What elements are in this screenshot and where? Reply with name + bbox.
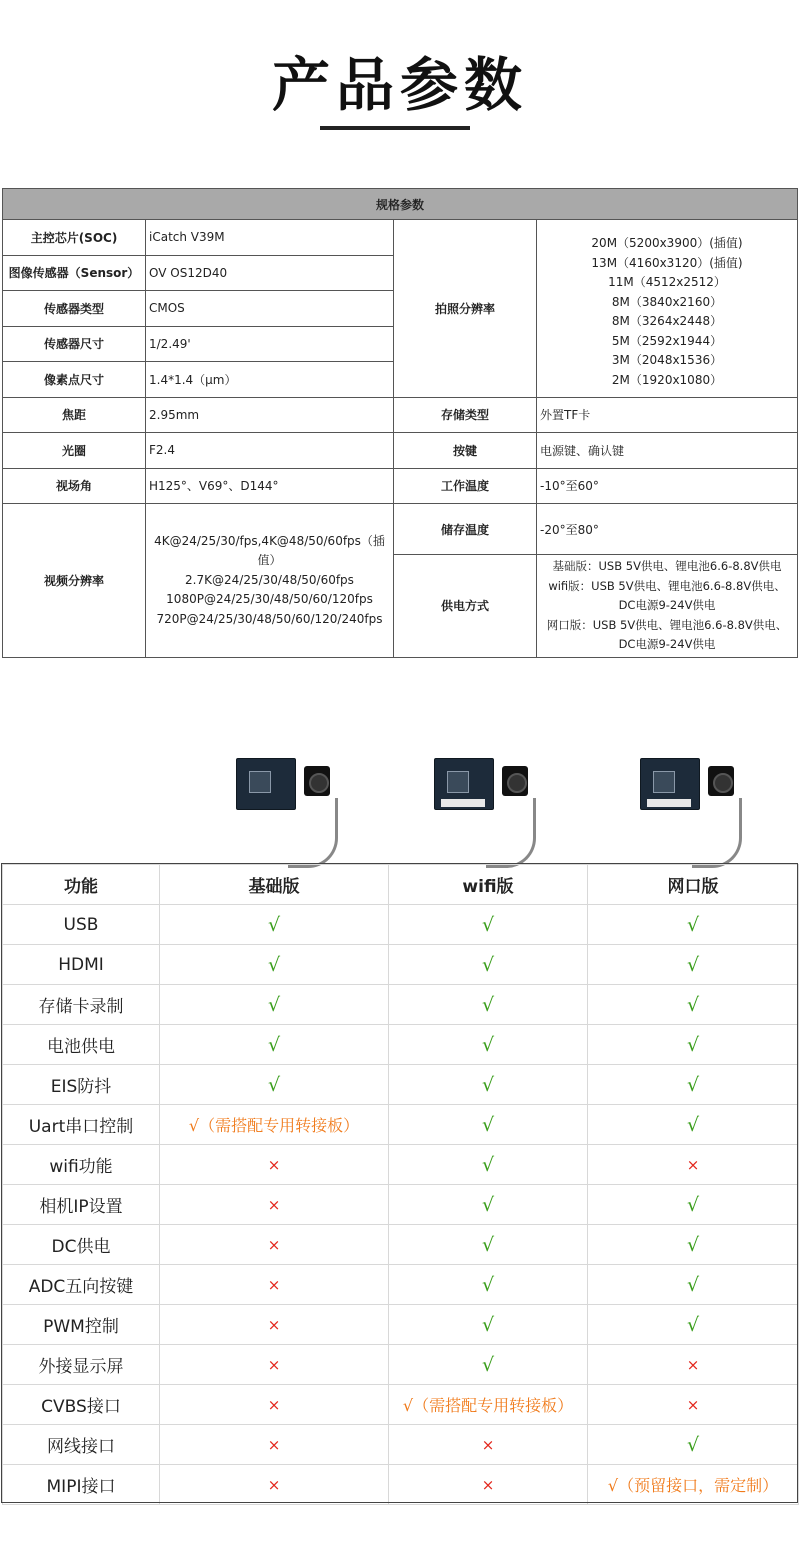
feature-name: wifi功能: [3, 1145, 160, 1185]
spec-label-photo: 拍照分辨率: [394, 220, 537, 398]
partial-support-cell: √（需搭配专用转接板）: [160, 1105, 389, 1145]
connector-shape: [441, 799, 485, 807]
check-icon: √: [389, 1305, 588, 1345]
spec-value-pixel-size: 1.4*1.4（μm）: [146, 362, 394, 398]
photo-res-item: 20M（5200x3900）(插值): [591, 236, 743, 251]
video-res-item: 4K@24/25/30/fps,4K@48/50/60fps（插值）: [154, 533, 385, 567]
power-item: 网口版：USB 5V供电、锂电池6.6-8.8V供电、: [546, 617, 788, 632]
check-icon: √: [588, 1265, 799, 1305]
feature-header: wifi版: [389, 865, 588, 905]
video-res-item: 1080P@24/25/30/48/50/60/120fps: [166, 592, 373, 606]
check-icon: √: [160, 905, 389, 945]
power-item: DC电源9-24V供电: [618, 637, 716, 651]
check-icon: √: [588, 945, 799, 985]
feature-row: [3, 1065, 799, 1105]
board-image-basic: [236, 728, 356, 868]
spec-label-video: 视频分辨率: [3, 504, 146, 658]
spec-value-sensor-size: 1/2.49': [146, 326, 394, 362]
spec-label-aperture: 光圈: [3, 433, 146, 469]
feature-row: [3, 1185, 799, 1225]
cross-icon: ×: [588, 1385, 799, 1425]
feature-row: [3, 905, 799, 945]
spec-label-soc: 主控芯片(SOC): [3, 220, 146, 256]
photo-res-item: 13M（4160x3120）(插值): [591, 255, 743, 270]
camera-lens-icon: [502, 766, 528, 796]
photo-res-item: 11M（4512x2512）: [608, 275, 726, 290]
photo-res-item: 8M（3840x2160）: [611, 294, 723, 309]
check-icon: √: [160, 945, 389, 985]
spec-label-focal: 焦距: [3, 397, 146, 433]
spec-label-sensor-type: 传感器类型: [3, 291, 146, 327]
check-icon: √: [588, 1065, 799, 1105]
partial-support-cell: √（需搭配专用转接板）: [389, 1385, 588, 1425]
cross-icon: ×: [588, 1345, 799, 1385]
spec-value-power: [537, 555, 798, 658]
spec-value-soc: iCatch V39M: [146, 220, 394, 256]
check-icon: √: [389, 1145, 588, 1185]
spec-header: 规格参数: [3, 189, 798, 220]
feature-name: 外接显示屏: [3, 1345, 160, 1385]
photo-res-item: 2M（1920x1080）: [611, 372, 723, 387]
check-icon: √: [588, 1305, 799, 1345]
spec-value-photo: [537, 220, 798, 398]
feature-row: [3, 1345, 799, 1385]
spec-label-sensor-size: 传感器尺寸: [3, 326, 146, 362]
cross-icon: ×: [389, 1425, 588, 1465]
photo-res-item: 3M（2048x1536）: [611, 353, 723, 368]
feature-row: [3, 1425, 799, 1465]
spec-value-fov: H125°、V69°、D144°: [146, 468, 394, 504]
feature-name: MIPI接口: [3, 1465, 160, 1505]
chip-shape: [447, 771, 469, 793]
feature-name: CVBS接口: [3, 1385, 160, 1425]
cross-icon: ×: [160, 1145, 389, 1185]
spec-label-sensor: 图像传感器（Sensor）: [3, 255, 146, 291]
spec-label-fov: 视场角: [3, 468, 146, 504]
check-icon: √: [160, 985, 389, 1025]
cross-icon: ×: [389, 1465, 588, 1505]
check-icon: √: [389, 1345, 588, 1385]
cross-icon: ×: [160, 1385, 389, 1425]
chip-shape: [653, 771, 675, 793]
feature-name: USB: [3, 905, 160, 945]
feature-name: 相机IP设置: [3, 1185, 160, 1225]
camera-lens-icon: [304, 766, 330, 796]
cross-icon: ×: [160, 1225, 389, 1265]
check-icon: √: [389, 1065, 588, 1105]
spec-table: [2, 188, 798, 658]
power-item: wifi版：USB 5V供电、锂电池6.6-8.8V供电、: [548, 578, 786, 593]
spec-value-video: [146, 504, 394, 658]
power-item: 基础版：USB 5V供电、锂电池6.6-8.8V供电: [552, 559, 782, 573]
spec-label-work-temp: 工作温度: [394, 468, 537, 504]
check-icon: √: [389, 905, 588, 945]
check-icon: √: [389, 1265, 588, 1305]
feature-name: ADC五向按键: [3, 1265, 160, 1305]
spec-label-keys: 按键: [394, 433, 537, 469]
partial-support-cell: √（预留接口，需定制）: [588, 1465, 799, 1505]
feature-header: 功能: [3, 865, 160, 905]
chip-shape: [249, 771, 271, 793]
check-icon: √: [389, 1025, 588, 1065]
feature-row: [3, 1105, 799, 1145]
feature-row: [3, 985, 799, 1025]
cable-shape: [692, 798, 742, 868]
feature-row: [3, 1145, 799, 1185]
cable-shape: [288, 798, 338, 868]
check-icon: √: [588, 1105, 799, 1145]
pcb-shape: [434, 758, 494, 810]
title-underline: [320, 126, 470, 130]
cross-icon: ×: [160, 1425, 389, 1465]
photo-res-item: 8M（3264x2448）: [611, 314, 723, 329]
camera-lens-icon: [708, 766, 734, 796]
spec-value-sensor-type: CMOS: [146, 291, 394, 327]
spec-value-work-temp: -10°至60°: [537, 468, 798, 504]
feature-name: 电池供电: [3, 1025, 160, 1065]
spec-label-storage: 存储类型: [394, 397, 537, 433]
spec-value-sensor: OV OS12D40: [146, 255, 394, 291]
board-image-ethernet: [640, 728, 760, 868]
spec-value-keys: 电源键、确认键: [537, 433, 798, 469]
board-image-wifi: [434, 728, 554, 868]
feature-row: [3, 945, 799, 985]
cross-icon: ×: [160, 1465, 389, 1505]
connector-shape: [647, 799, 691, 807]
page-title: 产品参数: [271, 51, 528, 119]
check-icon: √: [588, 1185, 799, 1225]
cross-icon: ×: [160, 1345, 389, 1385]
feature-row: [3, 1305, 799, 1345]
spec-label-power: 供电方式: [394, 555, 537, 658]
photo-res-item: 5M（2592x1944）: [611, 333, 723, 348]
cross-icon: ×: [588, 1145, 799, 1185]
feature-name: HDMI: [3, 945, 160, 985]
spec-value-store-temp: -20°至80°: [537, 504, 798, 555]
feature-name: PWM控制: [3, 1305, 160, 1345]
check-icon: √: [389, 1185, 588, 1225]
spec-value-storage: 外置TF卡: [537, 397, 798, 433]
check-icon: √: [389, 1225, 588, 1265]
pcb-shape: [236, 758, 296, 810]
cable-shape: [486, 798, 536, 868]
check-icon: √: [389, 1105, 588, 1145]
feature-header: 基础版: [160, 865, 389, 905]
feature-name: 网线接口: [3, 1425, 160, 1465]
spec-label-store-temp: 储存温度: [394, 504, 537, 555]
feature-row: [3, 1385, 799, 1425]
check-icon: √: [588, 985, 799, 1025]
spec-label-pixel-size: 像素点尺寸: [3, 362, 146, 398]
check-icon: √: [160, 1025, 389, 1065]
spec-value-focal: 2.95mm: [146, 397, 394, 433]
check-icon: √: [588, 1025, 799, 1065]
feature-row: [3, 1025, 799, 1065]
spec-value-aperture: F2.4: [146, 433, 394, 469]
cross-icon: ×: [160, 1265, 389, 1305]
cross-icon: ×: [160, 1185, 389, 1225]
check-icon: √: [588, 1225, 799, 1265]
pcb-shape: [640, 758, 700, 810]
board-images: [0, 700, 800, 850]
check-icon: √: [588, 1425, 799, 1465]
feature-name: Uart串口控制: [3, 1105, 160, 1145]
feature-row: [3, 1265, 799, 1305]
check-icon: √: [160, 1065, 389, 1105]
check-icon: √: [588, 905, 799, 945]
feature-name: EIS防抖: [3, 1065, 160, 1105]
feature-rows: [3, 905, 799, 1505]
video-res-item: 2.7K@24/25/30/48/50/60fps: [185, 572, 354, 587]
feature-row: [3, 1465, 799, 1505]
feature-name: 存储卡录制: [3, 985, 160, 1025]
power-item: DC电源9-24V供电: [618, 598, 716, 612]
check-icon: √: [389, 985, 588, 1025]
feature-header: 网口版: [588, 865, 799, 905]
check-icon: √: [389, 945, 588, 985]
video-res-item: 720P@24/25/30/48/50/60/120/240fps: [156, 611, 383, 626]
feature-row: [3, 1225, 799, 1265]
cross-icon: ×: [160, 1305, 389, 1345]
feature-table: [2, 864, 799, 1505]
feature-name: DC供电: [3, 1225, 160, 1265]
